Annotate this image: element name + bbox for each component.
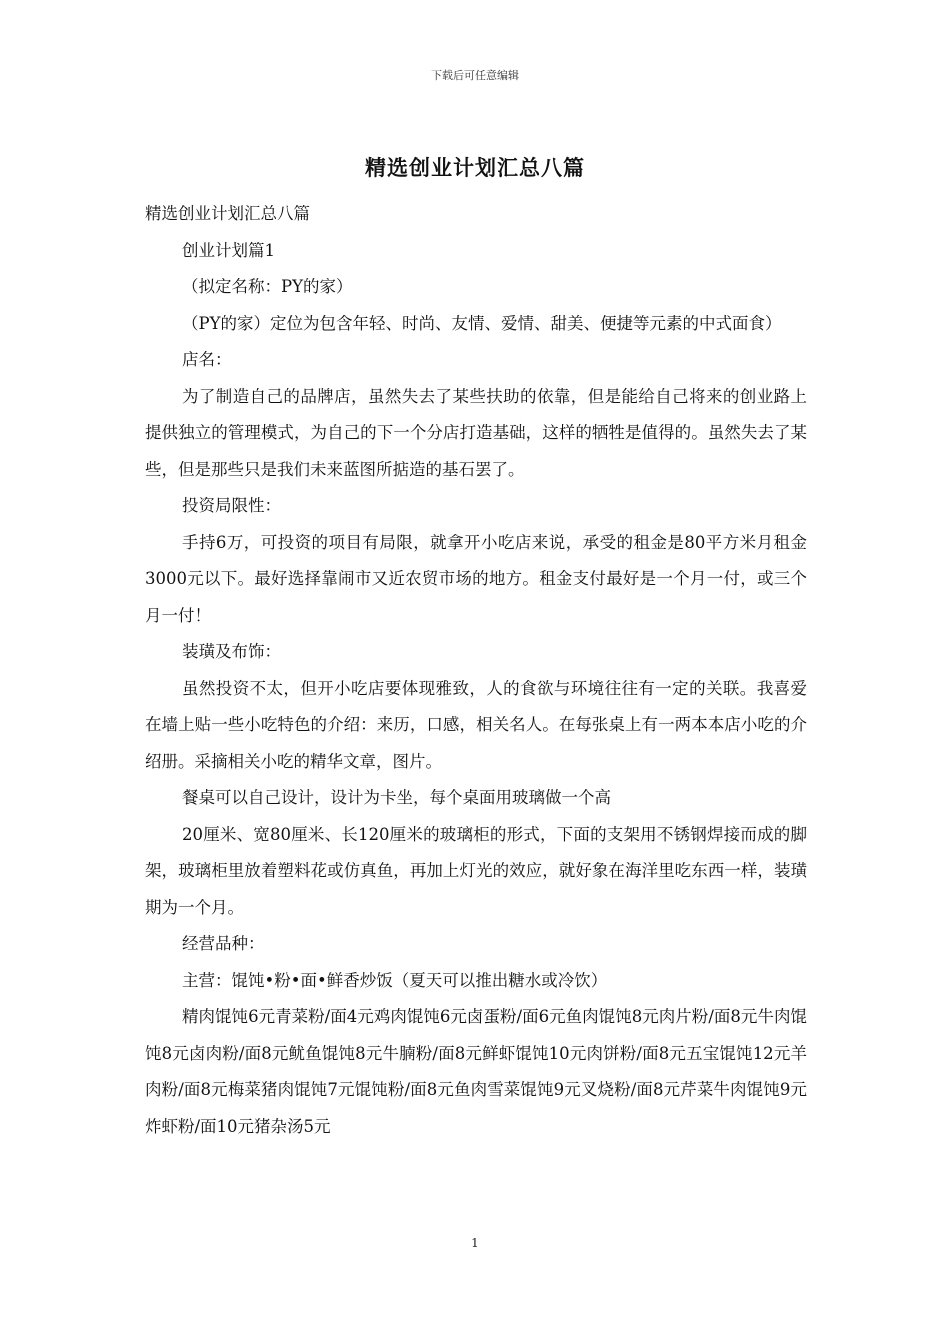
paragraph: 创业计划篇1 xyxy=(182,240,275,260)
document-title: 精选创业计划汇总八篇 xyxy=(365,155,585,180)
paragraph: 装璜及布饰： xyxy=(182,642,281,661)
paragraph: 虽然投资不太，但开小吃店要体现雅致，人的食欲与环境往往有一定的关联。我喜爱在墙上贴一些小吃特色的介绍：来历，口感，相关名人。在每张桌上有一两本本店小吃的介绍册。采摘相关小吃的精华文章，图片。 xyxy=(145,678,807,771)
paragraph: （PY的家）定位为包含年轻、时尚、友情、爱情、甜美、便捷等元素的中式面食） xyxy=(182,313,782,333)
paragraph: （拟定名称：PY的家） xyxy=(182,277,353,296)
paragraph: 店名： xyxy=(182,350,232,369)
page-number: 1 xyxy=(471,1236,479,1250)
paragraph: 精选创业计划汇总八篇 xyxy=(145,204,310,223)
paragraph: 投资局限性： xyxy=(182,496,281,515)
paragraph: 经营品种： xyxy=(182,934,265,953)
paragraph: 餐桌可以自己设计，设计为卡坐，每个桌面用玻璃做一个高 xyxy=(182,788,611,807)
paragraph: 为了制造自己的品牌店，虽然失去了某些扶助的依靠，但是能给自己将来的创业路上提供独立的管理模式，为自己的下一个分店打造基础，这样的牺牲是值得的。虽然失去了某些，但是那些只是我们未来蓝图所掂造的基石罢了。 xyxy=(145,386,807,479)
paragraph: 20厘米、宽80厘米、长120厘米的玻璃柜的形式，下面的支架用不锈钢焊接而成的脚架，玻璃柜里放着塑料花或仿真鱼，再加上灯光的效应，就好象在海洋里吃东西一样，装璜期为一个月。 xyxy=(145,824,807,917)
paragraph: 手持6万，可投资的项目有局限，就拿开小吃店来说，承受的租金是80平方米月租金3000元以下。最好选择靠闹市又近农贸市场的地方。租金支付最好是一个月一付，或三个月一付！ xyxy=(145,532,807,625)
document-body xyxy=(145,196,807,1145)
paragraph: 主营：馄饨•粉•面•鲜香炒饭（夏天可以推出糖水或冷饮） xyxy=(182,970,608,990)
header-note: 下载后可任意编辑 xyxy=(431,69,519,82)
paragraph: 精肉馄饨6元青菜粉/面4元鸡肉馄饨6元卤蛋粉/面6元鱼肉馄饨8元肉片粉/面8元牛肉馄饨8元卤肉粉/面8元鱿鱼馄饨8元牛腩粉/面8元鲜虾馄饨10元肉饼粉/面8元五宝馄饨12元羊肉粉/面8元梅菜猪肉馄饨7元馄饨粉/面8元鱼肉雪菜馄饨9元叉烧粉/面8元芹菜牛肉馄饨9元炸虾粉/面10元猪杂汤5元 xyxy=(145,1007,807,1136)
